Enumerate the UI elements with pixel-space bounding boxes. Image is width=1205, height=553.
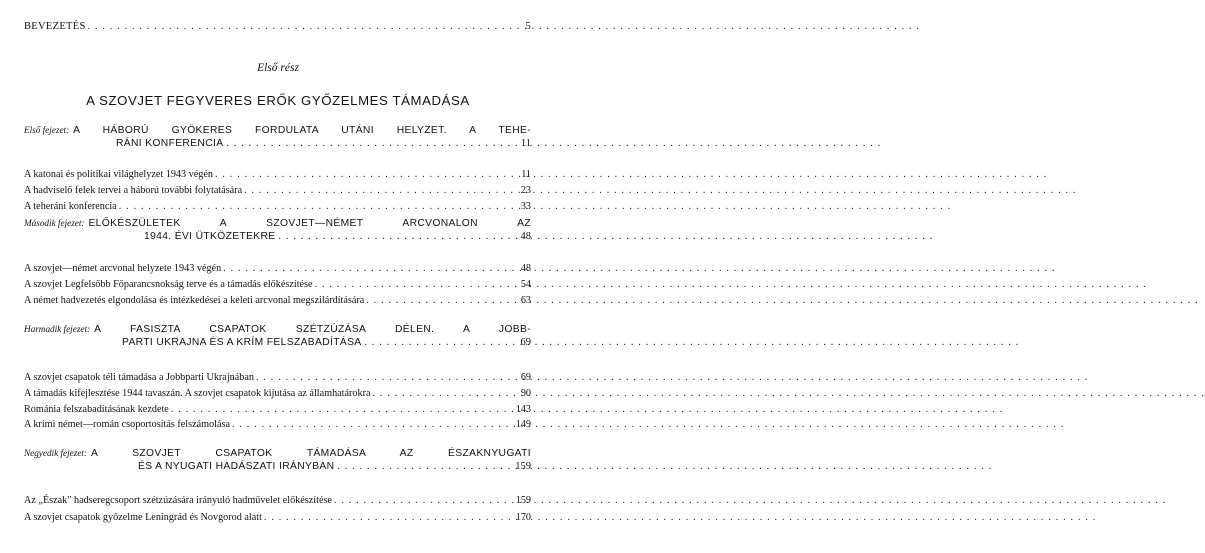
chapter-title-line1: A FASISZTA CSAPATOK SZÉTZÚZÁSA DÉLEN. A JOBB-: [94, 324, 531, 335]
toc-entry-title: A szovjet csapatok téli támadása a Jobbparti Ukrajnában: [24, 372, 254, 383]
toc-entry: [24, 388, 531, 400]
toc-entry: [24, 512, 531, 524]
toc-page-number: 33: [520, 201, 531, 212]
toc-entry-title: A krími német—román csoportosítás felszámolása: [24, 419, 230, 430]
toc-page-number: 11: [520, 138, 531, 149]
toc-entry-title: A szovjet csapatok győzelme Leningrád és Novgorod alatt: [24, 512, 262, 523]
toc-entry-title: Az „Észak" hadseregcsoport szétzúzására irányuló hadművelet előkészítése: [24, 495, 332, 506]
chapter-title-line1: A SZOVJET CSAPATOK TÁMADÁSA AZ ÉSZAKNYUGATI: [91, 448, 531, 459]
toc-page-number: 90: [520, 388, 531, 399]
chapter-heading-3: [24, 323, 531, 349]
toc-page-number: 48: [520, 263, 531, 274]
toc-entry: [24, 419, 531, 431]
chapter-heading-2: [24, 217, 531, 243]
dot-leader: [366, 295, 515, 307]
toc-page-number: 23: [520, 185, 531, 196]
chapter-heading-4: [24, 447, 531, 473]
toc-page-number: 159: [515, 495, 531, 506]
dot-leader: [365, 336, 514, 349]
dot-leader: [337, 460, 512, 473]
toc-entry-title: A hadviselő felek tervei a háború további folytatására: [24, 185, 243, 196]
table-of-contents: [0, 0, 556, 553]
toc-entry: [24, 404, 531, 416]
chapter-title-line2: ÉS A NYUGATI HADÁSZATI IRÁNYBAN: [138, 461, 335, 472]
dot-leader: [315, 279, 515, 291]
chapter-label: Első fejezet:: [24, 125, 70, 135]
dot-leader: [88, 21, 515, 33]
toc-entry: [24, 185, 531, 197]
chapter-label: Harmadik fejezet:: [24, 324, 91, 334]
toc-entry-title: A teheráni konferencia: [24, 201, 117, 212]
dot-leader: [232, 419, 514, 431]
toc-page-number: 5: [525, 21, 531, 32]
toc-page-number: 63: [520, 295, 531, 306]
toc-page-number: 54: [520, 279, 531, 290]
toc-page-number: 69: [520, 337, 531, 348]
toc-page-number: 159: [515, 461, 531, 472]
chapter-title-line1: ELŐKÉSZÜLETEK A SZOVJET—NÉMET ARCVONALON AZ: [88, 218, 531, 229]
chapter-title-line2: 1944. ÉVI ÜTKÖZETEKRE: [144, 231, 276, 242]
dot-leader: [215, 169, 515, 181]
dot-leader: [223, 263, 515, 275]
toc-entry-title: Románia felszabadításának kezdete: [24, 404, 169, 415]
toc-entry-title: A német hadvezetés elgondolása és intézkedései a keleti arcvonal megszilárdítására: [24, 295, 365, 306]
toc-entry: [24, 263, 531, 275]
chapter-title-line2: RÁNI KONFERENCIA: [116, 138, 224, 149]
toc-entry-title: A támadás kifejlesztése 1944 tavaszán. A szovjet csapatok kijutása az államhatárokra: [24, 388, 371, 399]
toc-page-number: 48: [520, 231, 531, 242]
chapter-title-line1: A HÁBORÚ GYÖKERES FORDULATA UTÁNI HELYZET. A TEHE-: [73, 125, 531, 136]
toc-entry-preface: [24, 21, 531, 33]
toc-page-number: 143: [515, 404, 531, 415]
chapter-label: Második fejezet:: [24, 218, 85, 228]
dot-leader: [171, 404, 514, 416]
chapter-heading-1: [24, 124, 531, 150]
toc-entry: [24, 169, 531, 181]
toc-page-number: 149: [515, 419, 531, 430]
dot-leader: [279, 230, 514, 243]
toc-entry-title: A szovjet Legfelsőbb Főparancsnokság terve és a támadás előkészítése: [24, 279, 313, 290]
toc-entry: [24, 295, 531, 307]
toc-page-number: 11: [521, 169, 531, 180]
toc-page-number: 69: [520, 372, 531, 383]
part-label: Első rész: [257, 62, 299, 74]
chapter-title-line2: PARTI UKRAJNA ÉS A KRÍM FELSZABADÍTÁSA: [122, 337, 362, 348]
dot-leader: [264, 512, 514, 524]
chapter-label: Negyedik fejezet:: [24, 448, 88, 458]
dot-leader: [119, 201, 515, 213]
dot-leader: [334, 495, 514, 507]
toc-entry-title: A szovjet—német arcvonal helyzete 1943 végén: [24, 263, 222, 274]
dot-leader: [244, 185, 515, 197]
part-title: A SZOVJET FEGYVERES ERŐK GYŐZELMES TÁMADÁSA: [86, 93, 470, 108]
toc-entry-title: BEVEZETÉS: [24, 21, 86, 32]
dot-leader: [256, 372, 515, 384]
toc-entry-title: A katonai és politikai világhelyzet 1943 végén: [24, 169, 213, 180]
dot-leader: [226, 137, 514, 150]
toc-entry: [24, 279, 531, 291]
toc-page-number: 170: [515, 512, 531, 523]
toc-entry: [24, 372, 531, 384]
dot-leader: [373, 388, 515, 400]
toc-entry: [24, 495, 531, 507]
toc-entry: [24, 201, 531, 213]
